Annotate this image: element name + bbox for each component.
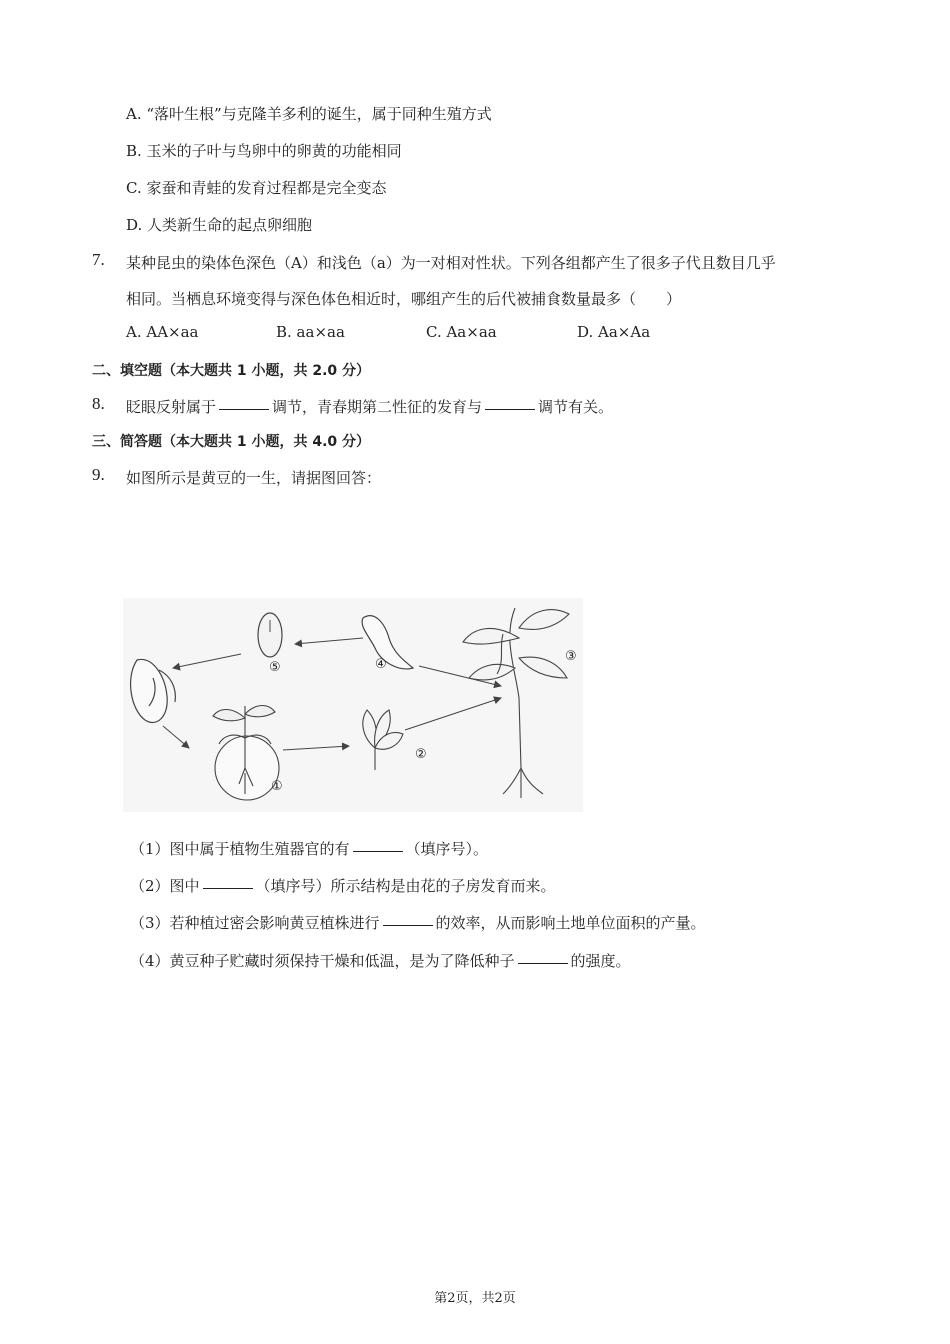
q7-stem-line1: 某种昆虫的染体色深色（A）和浅色（a）为一对相对性状。下列各组都产生了很多子代且数目几乎: [126, 254, 776, 272]
q7-choice-b: B. aa×aa: [276, 323, 345, 341]
section-heading-short-answer: 三、简答题（本大题共 1 小题，共 4.0 分）: [92, 434, 371, 450]
option-text: “落叶生根”与克隆羊多利的诞生，属于同种生殖方式: [146, 105, 492, 123]
answer-blank: [203, 887, 253, 889]
answer-blank: [485, 408, 535, 410]
option-text: 家蚕和青蛙的发育过程都是完全变态: [146, 179, 387, 197]
stage-label: ③: [565, 649, 577, 664]
q9-sub3: [130, 912, 706, 933]
sub-text: （1）图中属于植物生殖器官的有: [130, 840, 350, 858]
sub-text: 的效率，从而影响土地单位面积的产量。: [435, 914, 706, 932]
section-heading-fill-blank: 二、填空题（本大题共 1 小题，共 2.0 分）: [92, 363, 371, 379]
page-footer: 第2页，共2页: [434, 1291, 516, 1306]
sub-text: （3）若种植过密会影响黄豆植株进行: [130, 914, 380, 932]
flower-drawing: [363, 710, 403, 770]
sub-text: 的强度。: [570, 952, 631, 970]
q9-sub2: [130, 875, 556, 896]
answer-blank: [219, 408, 269, 410]
sub-text: （填序号）所示结构是由花的子房发育而来。: [255, 877, 556, 895]
q8-part3: 调节有关。: [538, 398, 614, 416]
soybean-life-cycle-figure: [123, 598, 583, 812]
q6-option-b: [126, 140, 402, 161]
sub-text: （4）黄豆种子贮藏时须保持干燥和低温，是为了降低种子: [130, 952, 515, 970]
q6-option-d: [126, 214, 312, 235]
q7-choice-a: A. AA×aa: [126, 323, 199, 341]
q8-text: [126, 396, 613, 417]
stage-label: ⑤: [269, 660, 281, 675]
q9-sub1: [130, 838, 488, 859]
option-letter: A.: [126, 105, 142, 123]
q9-stem: 如图所示是黄豆的一生，请据图回答：: [126, 469, 382, 487]
seedling-drawing: [213, 706, 279, 801]
q7-number: 7.: [92, 250, 105, 269]
sub-text: （2）图中: [130, 877, 200, 895]
q6-option-a: [126, 103, 492, 124]
answer-blank: [383, 924, 433, 926]
q9-sub4: [130, 950, 631, 971]
stage-label: ①: [271, 779, 283, 794]
q7-choice-d: D. Aa×Aa: [577, 323, 651, 341]
answer-blank: [353, 850, 403, 852]
option-text: 玉米的子叶与鸟卵中的卵黄的功能相同: [146, 142, 402, 160]
answer-blank: [518, 962, 568, 964]
q6-option-c: [126, 177, 387, 198]
option-letter: C.: [126, 179, 142, 197]
life-cycle-drawing: [123, 598, 583, 812]
pod-drawing: [362, 616, 413, 669]
q7-stem-line2: 相同。当栖息环境变得与深色体色相近时，哪组产生的后代被捕食数量最多（ ）: [126, 290, 682, 308]
q7-choice-c: C. Aa×aa: [426, 323, 497, 341]
stage-label: ②: [415, 747, 427, 762]
option-letter: D.: [126, 216, 143, 234]
option-letter: B.: [126, 142, 142, 160]
q8-part1: 眨眼反射属于: [126, 398, 217, 416]
q8-part2: 调节，青春期第二性征的发育与: [272, 398, 483, 416]
seed-drawing: [258, 613, 282, 657]
germinating-seed-drawing: [131, 659, 176, 722]
stage-label: ④: [375, 657, 387, 672]
sub-text: （填序号）。: [405, 840, 489, 858]
q8-number: 8.: [92, 394, 105, 413]
option-text: 人类新生命的起点卵细胞: [147, 216, 313, 234]
q9-number: 9.: [92, 465, 105, 484]
mature-plant-drawing: [463, 608, 569, 798]
